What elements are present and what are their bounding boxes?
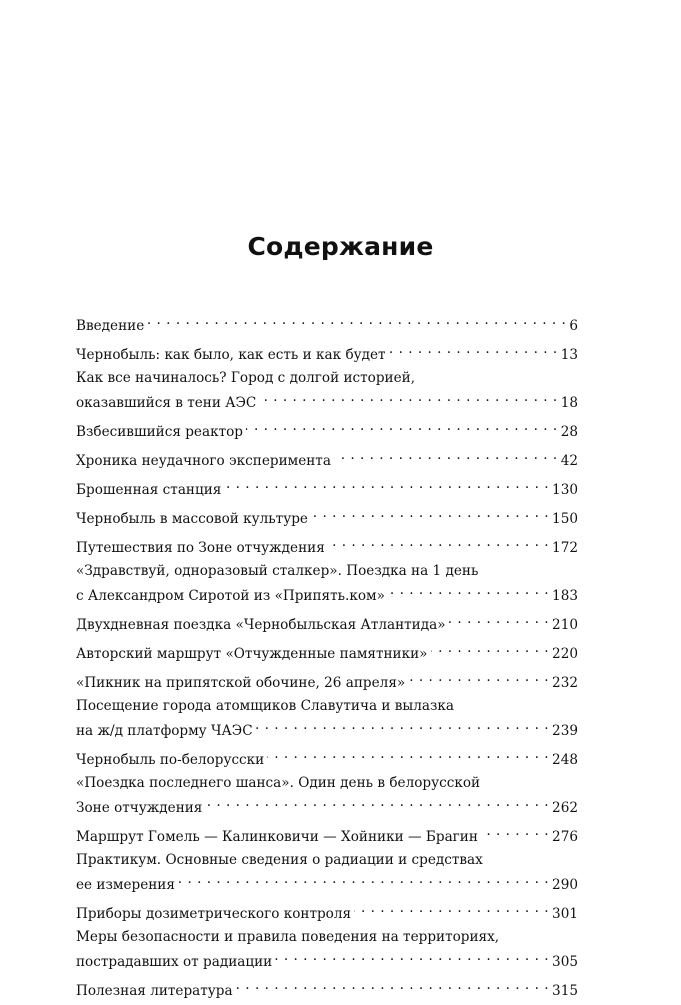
toc-entry[interactable] (76, 311, 578, 336)
toc-entry[interactable] (76, 928, 578, 972)
toc-entry-title: Двухдневная поездка «Чернобыльская Атлантида» (76, 617, 446, 633)
toc-entry-title: Введение (76, 318, 145, 334)
toc-entry[interactable] (76, 533, 578, 558)
toc-page-number: 210 (552, 617, 578, 633)
page-title: Содержание (247, 232, 434, 261)
toc-entry-title: Взбесившийся реактор (76, 424, 243, 440)
dot-leader (178, 870, 549, 889)
dot-leader (449, 610, 550, 629)
dot-leader (408, 668, 549, 687)
dot-leader (311, 504, 549, 523)
toc-page-number: 42 (560, 453, 578, 469)
toc-entry-title: на ж/д платформу ЧАЭС (76, 723, 253, 739)
toc-page-number: 305 (552, 954, 578, 970)
toc-entry-title: Чернобыль по-белорусски (76, 752, 265, 768)
dot-leader (431, 639, 550, 658)
toc-entry[interactable] (76, 745, 578, 770)
toc-page-number: 239 (552, 723, 578, 739)
dot-leader (389, 340, 558, 359)
dot-leader (275, 947, 549, 966)
dot-leader (147, 311, 566, 330)
toc-entry[interactable] (76, 899, 578, 924)
toc-page-number: 248 (552, 752, 578, 768)
dot-leader (205, 793, 549, 812)
toc-entry-title: Авторский маршрут «Отчужденные памятники» (76, 646, 428, 662)
toc-entry-title: Полезная литература (76, 983, 233, 999)
dot-leader (354, 899, 549, 918)
toc-page-number: 150 (552, 511, 578, 527)
dot-leader (267, 745, 549, 764)
toc-entry-title: Путешествия по Зоне отчуждения (76, 540, 325, 556)
toc-entry[interactable] (76, 562, 578, 606)
toc-entry-title: Брошенная станция (76, 482, 222, 498)
toc-entry-title: оказавшийся в тени АЭС (76, 395, 257, 411)
toc-page-number: 276 (552, 829, 578, 845)
toc-page-number: 220 (552, 646, 578, 662)
dot-leader (259, 388, 557, 407)
toc-page-number: 28 (560, 424, 578, 440)
toc-entry[interactable] (76, 668, 578, 693)
toc-page-number: 172 (552, 540, 578, 556)
toc-entry[interactable] (76, 504, 578, 529)
toc-page-number: 232 (552, 675, 578, 691)
toc-entry[interactable] (76, 446, 578, 471)
toc-entry[interactable] (76, 697, 578, 741)
toc-page-number: 18 (560, 395, 578, 411)
toc-entry-title: Зоне отчуждения (76, 800, 203, 816)
toc-entry-title-first-line: Меры безопасности и правила поведения на территориях, (76, 929, 500, 945)
dot-leader (334, 446, 558, 465)
toc-entry[interactable] (76, 851, 578, 895)
toc-entry-title-first-line: «Здравствуй, одноразовый сталкер». Поездка на 1 день (76, 563, 479, 579)
toc-entry[interactable] (76, 976, 578, 1001)
toc-page-number: 290 (552, 877, 578, 893)
dot-leader (236, 976, 549, 995)
toc-entry-title-first-line: Посещение города атомщиков Славутича и вылазка (76, 698, 454, 714)
dot-leader (481, 822, 549, 841)
toc-page-number: 6 (569, 318, 578, 334)
toc-entry[interactable] (76, 822, 578, 847)
toc-entry-title-first-line: Практикум. Основные сведения о радиации и средствах (76, 852, 483, 868)
toc-page-number: 13 (560, 347, 578, 363)
toc-entry-title-first-line: Как все начиналось? Город с долгой историей, (76, 370, 416, 386)
dot-leader (388, 581, 549, 600)
toc-entry[interactable] (76, 475, 578, 500)
dot-leader (224, 475, 549, 494)
toc-entry[interactable] (76, 639, 578, 664)
dot-leader (256, 716, 549, 735)
toc-entry-title: Приборы дозиметрического контроля (76, 906, 352, 922)
table-of-contents (76, 311, 578, 1005)
toc-entry-title: «Пикник на припятской обочине, 26 апреля» (76, 675, 406, 691)
dot-leader (328, 533, 549, 552)
toc-entry-title: Чернобыль: как было, как есть и как будет (76, 347, 386, 363)
toc-entry-title: ее измерения (76, 877, 175, 893)
toc-entry-title-first-line: «Поездка последнего шанса». Один день в белорусской (76, 775, 481, 791)
toc-entry-title: пострадавших от радиации (76, 954, 273, 970)
toc-page-number: 301 (552, 906, 578, 922)
toc-entry-title: Маршрут Гомель — Калинковичи — Хойники — Брагин (76, 829, 478, 845)
toc-entry[interactable] (76, 369, 578, 413)
toc-page-number: 130 (552, 482, 578, 498)
toc-entry-title: Хроника неудачного эксперимента (76, 453, 331, 469)
toc-entry[interactable] (76, 417, 578, 442)
toc-page-number: 262 (552, 800, 578, 816)
dot-leader (246, 417, 558, 436)
toc-page-number: 183 (552, 588, 578, 604)
toc-entry-title: с Александром Сиротой из «Припять.ком» (76, 588, 385, 604)
toc-page-number: 315 (552, 983, 578, 999)
toc-entry[interactable] (76, 610, 578, 635)
toc-entry[interactable] (76, 774, 578, 818)
toc-entry-title: Чернобыль в массовой культуре (76, 511, 308, 527)
toc-entry[interactable] (76, 340, 578, 365)
